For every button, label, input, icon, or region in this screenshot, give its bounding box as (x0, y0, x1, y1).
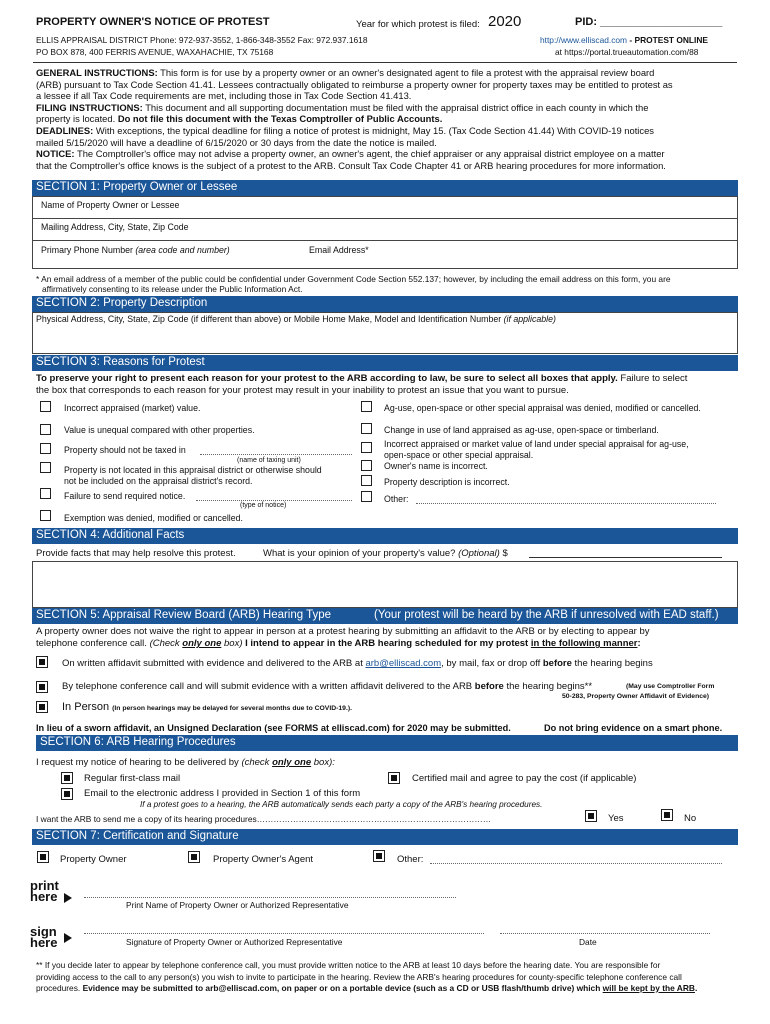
website-link[interactable]: http://www.elliscad.com (540, 35, 628, 45)
owner-name-field[interactable]: Name of Property Owner or Lessee (41, 200, 180, 210)
reason-description-label: Property description is incorrect. (384, 477, 510, 487)
facts-label: Provide facts that may help resolve this protest. (36, 548, 236, 559)
reason-not-located-checkbox[interactable] (40, 462, 51, 473)
section-2-header: SECTION 2: Property Description (32, 296, 738, 312)
property-description-label: Physical Address, City, State, Zip Code (if different than above) or Mobile Home Make, Model and Identification Number (if applicable) (36, 314, 556, 324)
cert-other-label: Other: (397, 854, 424, 865)
reason-exemption-checkbox[interactable] (40, 510, 51, 521)
footer-notes: ** If you decide later to appear by telephone conference call, you must provide written notice to the ARB at least 10 days before the hearing date. You are responsible for providing access to the call to any person(s) you wish to invite to participate in the hearing. Review the ARB's hearing procedures for county-specific telephone conference call procedures. Evidence may be submitted to arb@elliscad.com, on paper or on a portable device (such as a CD or USB flash/thumb drive) which will be kept by the ARB. (36, 960, 698, 993)
cert-owner-checkbox[interactable] (37, 851, 49, 863)
delivery-first-class-label: Regular first-class mail (84, 773, 181, 784)
email-confidential-note: * An email address of a member of the public could be confidential under Government Code Section 552.137; however, by including the email address on this form, you are affirmatively consenting to its release under the Public Information Act. (36, 274, 671, 294)
protest-online (540, 35, 708, 45)
phone-field[interactable]: Primary Phone Number (area code and number) (41, 245, 230, 255)
procedures-request-label: I want the ARB to send me a copy of its hearing procedures………………………………………………………………………… (36, 814, 492, 824)
protest-online-label: - PROTEST ONLINE (627, 35, 709, 45)
reason-land-value-checkbox[interactable] (361, 442, 372, 453)
reason-not-taxed-checkbox[interactable] (40, 443, 51, 454)
notice-delivery-label: I request my notice of hearing to be delivered by (check only one box): (36, 757, 335, 768)
reason-unequal-checkbox[interactable] (40, 424, 51, 435)
reason-unequal-label: Value is unequal compared with other properties. (64, 425, 255, 435)
header-divider (33, 62, 737, 63)
delivery-first-class-checkbox[interactable] (61, 772, 73, 784)
cert-agent-checkbox[interactable] (188, 851, 200, 863)
reason-description-checkbox[interactable] (361, 475, 372, 486)
reason-not-located-label: Property is not located in this appraisal district or otherwise should not be included on the appraisal district's record. (64, 465, 322, 486)
property-description-field[interactable] (32, 312, 738, 354)
year-value[interactable]: 2020 (488, 13, 522, 30)
reason-not-taxed-label: Property should not be taxed in (64, 445, 186, 455)
cert-agent-label: Property Owner's Agent (213, 854, 314, 865)
hearing-affidavit-checkbox[interactable] (36, 656, 48, 668)
smart-phone-note: Do not bring evidence on a smart phone. (544, 723, 723, 733)
delivery-certified-label: Certified mail and agree to pay the cost (if applicable) (412, 773, 637, 784)
print-name-field[interactable] (84, 897, 456, 898)
section-1-box (32, 196, 738, 269)
reason-incorrect-value-label: Incorrect appraised (market) value. (64, 403, 201, 413)
district-contact: ELLIS APPRAISAL DISTRICT Phone: 972-937-3552, 1-866-348-3552 Fax: 972.937.1618 (36, 35, 368, 45)
delivery-email-checkbox[interactable] (61, 788, 73, 800)
sign-here-marker: sign here (30, 924, 58, 950)
section-1-header: SECTION 1: Property Owner or Lessee (32, 180, 738, 196)
procedures-no-label: No (684, 813, 697, 824)
divider (33, 218, 737, 219)
hearing-telephone-label: By telephone conference call and will submit evidence with a written affidavit delivered to the ARB before the hearing begins** (62, 681, 593, 692)
notice-type-hint: (type of notice) (240, 502, 287, 509)
delivery-certified-checkbox[interactable] (388, 772, 400, 784)
hearing-telephone-checkbox[interactable] (36, 681, 48, 693)
notice-type-field[interactable] (196, 500, 352, 501)
opinion-label: What is your opinion of your property's value? (Optional) $ (263, 548, 508, 559)
procedures-note: If a protest goes to a hearing, the ARB automatically sends each party a copy of the ARB's hearing procedures. (140, 800, 543, 809)
hearing-in-person-checkbox[interactable] (36, 701, 48, 713)
print-here-marker: print here (30, 878, 59, 904)
section-3-header: SECTION 3: Reasons for Protest (32, 355, 738, 371)
signature-field[interactable] (84, 933, 484, 934)
hearing-type-intro: A property owner does not waive the right to appear in person at a protest hearing by submitting an affidavit to the ARB or by electing to appear by telephone conference call. (Check only one box) I intend to appear in the ARB hearing scheduled for my protest in the following manner: (36, 626, 650, 649)
date-label: Date (579, 937, 597, 947)
hearing-affidavit-label: On written affidavit submitted with evidence and delivered to the ARB at arb@elliscad.com, by mail, fax or drop off before the hearing begins (62, 658, 653, 669)
comptroller-form-note: (May use Comptroller Form (626, 683, 715, 690)
section-7-header: SECTION 7: Certification and Signature (32, 829, 738, 845)
signature-label: Signature of Property Owner or Authorized Representative (126, 937, 343, 947)
divider (33, 240, 737, 241)
reason-ag-use-denied-checkbox[interactable] (361, 401, 372, 412)
portal-link[interactable]: at https://portal.trueautomation.com/88 (555, 47, 699, 57)
taxing-unit-hint: (name of taxing unit) (237, 457, 301, 464)
reason-other-checkbox[interactable] (361, 491, 372, 502)
procedures-yes-checkbox[interactable] (585, 810, 597, 822)
reason-change-use-checkbox[interactable] (361, 423, 372, 434)
delivery-email-label: Email to the electronic address I provided in Section 1 of this form (84, 788, 361, 799)
arrow-right-icon (64, 893, 72, 903)
reason-incorrect-value-checkbox[interactable] (40, 401, 51, 412)
reason-exemption-label: Exemption was denied, modified or cancelled. (64, 513, 243, 523)
cert-other-checkbox[interactable] (373, 850, 385, 862)
comptroller-form-note-2: 50-283, Property Owner Affidavit of Evidence) (562, 693, 710, 700)
reason-other-label: Other: (384, 494, 409, 504)
pid-field[interactable]: PID: ____________________ (575, 16, 723, 28)
mailing-address-field[interactable]: Mailing Address, City, State, Zip Code (41, 222, 189, 232)
unsigned-declaration-note: In lieu of a sworn affidavit, an Unsigned Declaration (see FORMS at elliscad.com) for 2020 may be submitted. (36, 723, 511, 733)
facts-field[interactable] (32, 561, 738, 608)
reasons-intro: To preserve your right to present each reason for your protest to the ARB according to law, be sure to select all boxes that apply. Failure to select the box that corresponds to each reason for your protest may result in your inability to protest an issue that you want to pursue. (36, 373, 688, 396)
taxing-unit-field[interactable] (200, 454, 352, 455)
section-5-note: (Your protest will be heard by the ARB if unresolved with EAD staff.) (374, 609, 719, 621)
reason-owner-name-label: Owner's name is incorrect. (384, 461, 488, 471)
section-4-header: SECTION 4: Additional Facts (32, 528, 738, 544)
arb-email-link[interactable]: arb@elliscad.com (365, 658, 442, 669)
reason-change-use-label: Change in use of land appraised as ag-use, open-space or timberland. (384, 425, 659, 435)
reason-notice-label: Failure to send required notice. (64, 491, 186, 501)
hearing-in-person-label: In Person (In person hearings may be delayed for several months due to COVID-19.). (62, 701, 352, 713)
date-field[interactable] (500, 933, 710, 934)
section-6-header: SECTION 6: ARB Hearing Procedures (36, 735, 738, 751)
procedures-yes-label: Yes (608, 813, 624, 824)
reason-other-field[interactable] (416, 503, 716, 504)
reason-ag-use-denied-label: Ag-use, open-space or other special appraisal was denied, modified or cancelled. (384, 403, 701, 413)
district-address: PO BOX 878, 400 FERRIS AVENUE, WAXAHACHIE, TX 75168 (36, 47, 274, 57)
reason-land-value-label: Incorrect appraised or market value of land under special appraisal for ag-use, open-space or other special appraisal. (384, 439, 689, 460)
cert-owner-label: Property Owner (60, 854, 127, 865)
reason-owner-name-checkbox[interactable] (361, 460, 372, 471)
year-label: Year for which protest is filed: (356, 19, 480, 30)
procedures-no-checkbox[interactable] (661, 809, 673, 821)
opinion-value-field[interactable] (529, 557, 722, 558)
section-5-header: SECTION 5: Appraisal Review Board (ARB) Hearing Type (Your protest will be heard by the ARB if unresolved with EAD staff.) (32, 608, 738, 624)
form-title: PROPERTY OWNER'S NOTICE OF PROTEST (36, 16, 270, 28)
reason-notice-checkbox[interactable] (40, 488, 51, 499)
arrow-right-icon (64, 933, 72, 943)
email-field[interactable]: Email Address* (309, 245, 369, 255)
print-name-label: Print Name of Property Owner or Authorized Representative (126, 900, 349, 910)
cert-other-field[interactable] (430, 863, 722, 864)
general-instructions: GENERAL INSTRUCTIONS: This form is for use by a property owner or an owner's designated agent to file a protest with the appraisal review board (ARB) pursuant to Tax Code Section 41.41. Lessees contractually obligated to reimburse a property owner for property taxes may be entitled to protest as a lessee if all Tax Code requirements are met, including those in Tax Code Section 41.413. FILING INSTRUCTIONS: This document and all supporting documentation must be filed with the appraisal district office in each county in which the property is located. Do not file this document with the Texas Comptroller of Public Accounts. DEADLINES: With exceptions, the typical deadline for filing a notice of protest is midnight, May 15. (Tax Code Section 41.44) With COVID-19 notices mailed 5/15/2020 will have a deadline of 6/15/2020 or 30 days from the date the notice is mailed. NOTICE: The Comptroller's office may not advise a property owner, an owner's agent, the chief appraiser or any appraisal district employee on a matter that the Comptroller's office knows is the subject of a protest to the ARB. Consult Tax Code Chapter 41 or ARB hearing procedures for more information. (36, 67, 673, 171)
